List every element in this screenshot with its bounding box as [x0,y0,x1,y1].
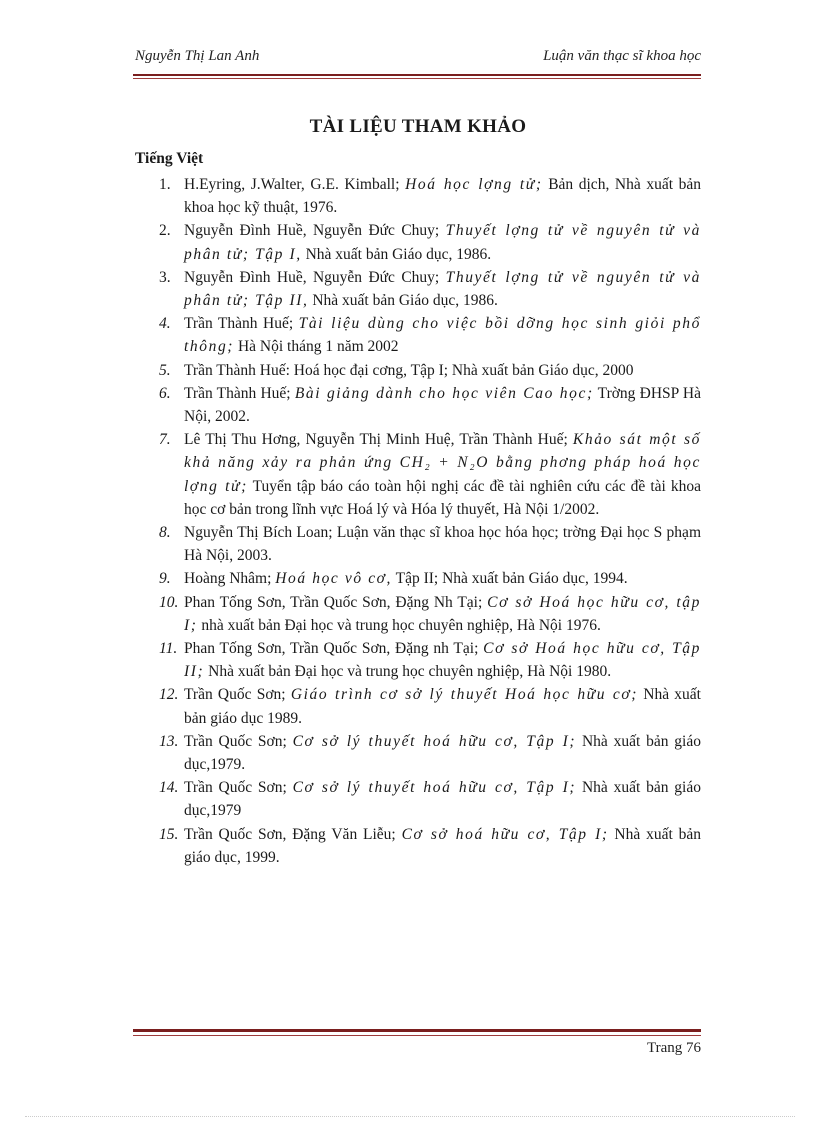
reference-publisher: Nhà xuất bản giáo dục,1979 [184,779,701,820]
reference-item [135,823,701,869]
reference-publisher: Hà Nội tháng 1 năm 2002 [234,338,399,356]
reference-number: 9. [159,570,171,588]
reference-item [135,219,701,265]
reference-publisher: Nhà xuất bản Đại học và trung học chuyên nghiệp, Hà Nội 1980. [204,663,612,681]
reference-item [135,173,701,219]
reference-publisher: nhà xuất bản Đại học và trung học chuyên nghiệp, Hà Nội 1976. [197,616,601,634]
reference-number: 5. [159,361,171,379]
header-rule [133,74,701,76]
reference-item [135,521,701,567]
reference-title: Giáo trình cơ sở lý thuyết Hoá học hữu cơ; [290,686,639,704]
reference-number: 1. [159,176,171,193]
reference-title: Khảo sát một số khả năng xảy ra phản ứng CH₂ + N₂O bằng phơng pháp hoá học lợng tử; [184,431,701,495]
reference-title: Thuyết lợng tử về nguyên tử và phân tử; Tập II, [184,268,701,310]
reference-authors: Nguyễn Đình Huề, Nguyễn Đức Chuy; [184,268,446,286]
reference-number: 4. [159,315,171,333]
reference-number: 14. [159,779,179,797]
reference-authors: Trần Thành Huế: Hoá học đại cơng, Tập I; Nhà xuất bản Giáo dục, 2000 [184,361,634,379]
reference-item [135,637,701,683]
reference-authors: Trần Quốc Sơn; [184,732,293,750]
reference-item [135,776,701,822]
header-rule-thin [133,78,701,79]
reference-authors: Lê Thị Thu Hơng, Nguyễn Thị Minh Huệ, Trần Thành Huế; [184,431,573,449]
header-thesis-title: Luận văn thạc sĩ khoa học [543,48,701,64]
reference-number: 10. [159,593,179,611]
reference-item [135,428,701,521]
reference-title: Cơ sở Hoá học hữu cơ, tập I; [184,593,701,634]
reference-item [135,730,701,776]
reference-number: 11. [159,640,178,658]
reference-number: 15. [159,825,179,843]
reference-authors: H.Eyring, J.Walter, G.E. Kimball; [184,176,406,193]
reference-title: Hoá học lợng tử; [405,176,543,193]
running-header [135,48,701,65]
reference-item [135,683,701,729]
reference-title: Tài liệu dùng cho việc bồi dỡng học sinh giỏi phổ thông; [184,315,701,356]
reference-publisher: Nhà xuất bản Giáo dục, 1986. [301,245,492,263]
reference-publisher: Trờng ĐHSP Hà Nội, 2002. [184,384,701,426]
reference-authors: Nguyễn Thị Bích Loan; Luận văn thạc sĩ khoa học hóa học; trờng Đại học S phạm Hà Nội, 2003. [184,524,701,565]
reference-title: Cơ sở hoá hữu cơ, Tập I; [401,825,609,843]
reference-authors: Phan Tống Sơn, Trần Quốc Sơn, Đặng nh Tại; [184,640,484,658]
reference-authors: Hoàng Nhâm; [184,570,276,588]
reference-title: Cơ sở lý thuyết hoá hữu cơ, Tập I; [292,732,577,750]
section-heading: Tiếng Việt [135,150,204,167]
reference-publisher: Tuyển tập báo cáo toàn hội nghị các đề tài nghiên cứu các đề tài khoa học cơ bản trong lĩnh vực Hoá lý và Hóa lý thuyết, Hà Nội 1/2002. [184,477,701,518]
page-number: Trang 76 [646,1040,701,1056]
reference-title: Bài giảng dành cho học viên Cao học; [294,384,594,402]
reference-publisher: Nhà xuất bản Giáo dục, 1986. [308,292,498,310]
reference-authors: Trần Quốc Sơn; [184,686,291,704]
reference-item [135,359,701,382]
reference-authors: Trần Thành Huế; [184,315,299,333]
reference-title: Hoá học vô cơ, [275,570,393,588]
page-title: TÀI LIỆU THAM KHẢO [309,116,527,137]
reference-number: 8. [159,524,171,542]
reference-number: 7. [159,431,171,449]
reference-number: 12. [159,686,179,704]
reference-item [135,567,701,590]
page-edge [25,1116,795,1117]
reference-publisher: Tập II; Nhà xuất bản Giáo dục, 1994. [392,570,628,588]
footer-rule-thin [133,1035,701,1036]
reference-publisher: Nhà xuất bản giáo dục 1989. [184,686,701,727]
reference-number: 6. [159,384,171,402]
header-author: Nguyễn Thị Lan Anh [135,48,260,64]
reference-number: 3. [159,268,171,286]
reference-title: Cơ sở lý thuyết hoá hữu cơ, Tập I; [292,779,577,797]
reference-title: Cơ sở Hoá học hữu cơ, Tập II; [184,640,701,681]
reference-publisher: Nhà xuất bản giáo dục,1979. [184,732,701,774]
reference-list [135,173,701,869]
reference-publisher: Nhà xuất bản giáo dục, 1999. [184,825,701,866]
reference-authors: Trần Quốc Sơn; [184,779,293,797]
footer-rule [133,1029,701,1032]
reference-authors: Trần Thành Huế; [184,384,295,402]
reference-publisher: Bản dịch, Nhà xuất bản khoa học kỹ thuật, 1976. [184,176,701,217]
reference-item [135,382,701,428]
reference-number: 13. [159,732,179,750]
reference-authors: Trần Quốc Sơn, Đặng Văn Liễu; [184,825,402,843]
reference-item [135,312,701,358]
reference-authors: Phan Tống Sơn, Trần Quốc Sơn, Đặng Nh Tại; [184,593,488,611]
reference-item [135,266,701,312]
reference-number: 2. [159,222,171,240]
reference-authors: Nguyễn Đình Huề, Nguyễn Đức Chuy; [184,222,446,240]
reference-item [135,591,701,637]
reference-title: Thuyết lợng tử về nguyên tử và phân tử; Tập I, [184,222,701,263]
